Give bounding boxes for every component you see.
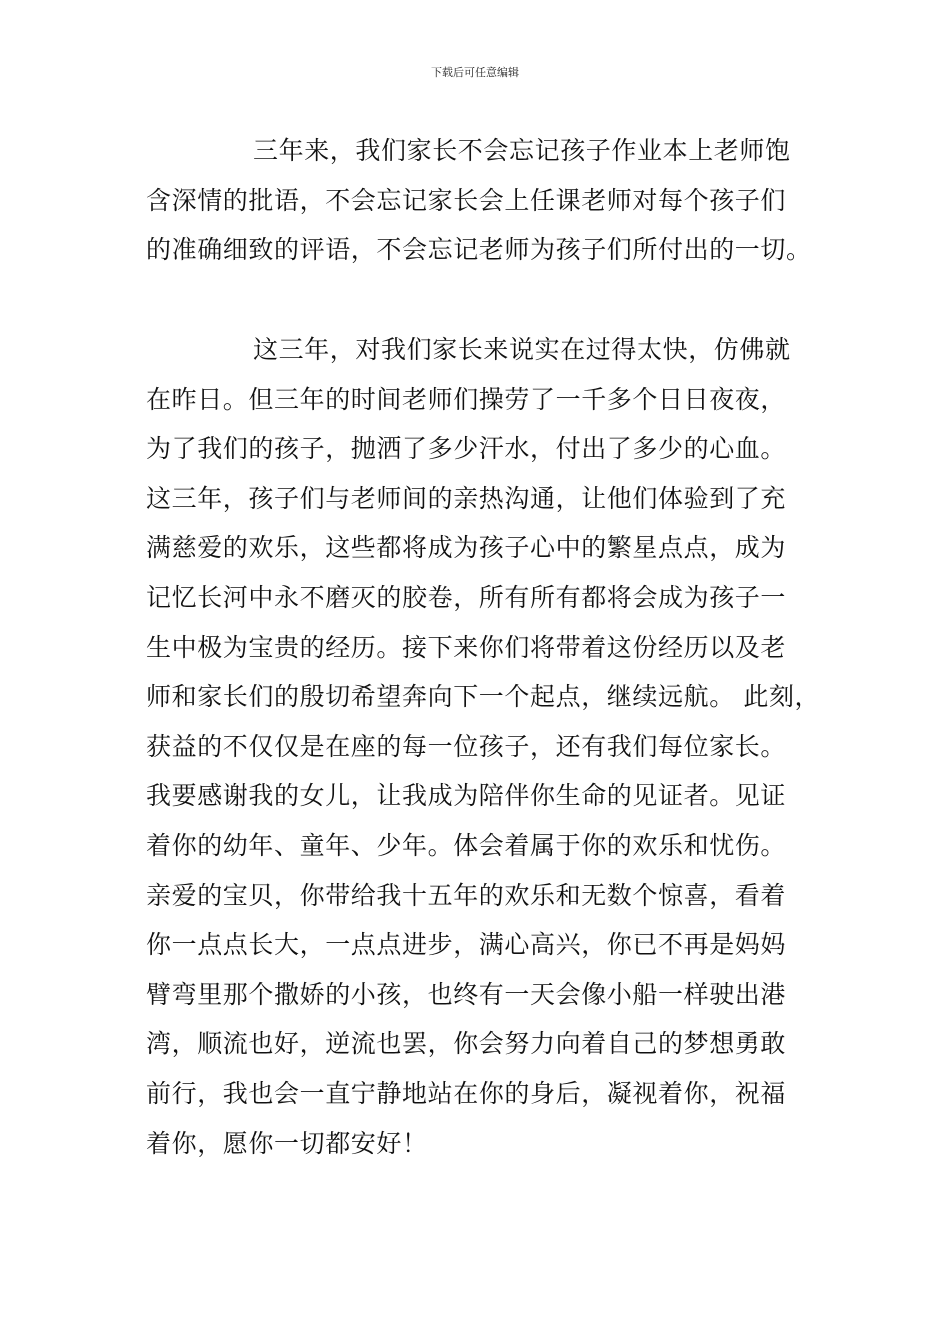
text-line: 我要感谢我的女儿，让我成为陪伴你生命的见证者。见证 bbox=[146, 781, 787, 811]
text-line: 在昨日。但三年的时间老师们操劳了一千多个日日夜夜， bbox=[146, 384, 787, 414]
text-line: 记忆长河中永不磨灭的胶卷，所有所有都将会成为孩子一 bbox=[146, 582, 787, 612]
text-line: 这三年，对我们家长来说实在过得太快，仿佛就 bbox=[253, 335, 791, 364]
text-line: 满慈爱的欢乐，这些都将成为孩子心中的繁星点点，成为 bbox=[146, 533, 787, 563]
text-line: 为了我们的孩子，抛洒了多少汗水，付出了多少的心血。 bbox=[146, 434, 787, 464]
text-line: 生中极为宝贵的经历。接下来你们将带着这份经历以及老 bbox=[146, 632, 787, 662]
paragraph-2 bbox=[146, 325, 830, 1168]
page-header-note: 下载后可任意编辑 bbox=[431, 66, 519, 79]
text-line: 前行，我也会一直宁静地站在你的身后，凝视着你，祝福 bbox=[146, 1078, 787, 1108]
text-line: 师和家长们的殷切希望奔向下一个起点，继续远航。 此刻， bbox=[146, 682, 821, 712]
text-line: 湾，顺流也好，逆流也罢，你会努力向着自己的梦想勇敢 bbox=[146, 1029, 787, 1059]
text-line: 臂弯里那个撒娇的小孩，也终有一天会像小船一样驶出港 bbox=[146, 979, 787, 1009]
text-line: 获益的不仅仅是在座的每一位孩子，还有我们每位家长。 bbox=[146, 731, 787, 761]
paragraph-1 bbox=[146, 126, 830, 275]
text-line: 三年来，我们家长不会忘记孩子作业本上老师饱 bbox=[253, 136, 791, 165]
text-line: 这三年，孩子们与老师间的亲热沟通，让他们体验到了充 bbox=[146, 483, 787, 513]
text-line: 含深情的批语，不会忘记家长会上任课老师对每个孩子们 bbox=[146, 185, 787, 215]
text-line: 的准确细致的评语，不会忘记老师为孩子们所付出的一切。 bbox=[146, 235, 812, 265]
text-line: 着你，愿你一切都安好！ bbox=[146, 1128, 428, 1158]
text-line: 你一点点长大，一点点进步，满心高兴，你已不再是妈妈 bbox=[146, 930, 787, 960]
text-line: 亲爱的宝贝，你带给我十五年的欢乐和无数个惊喜，看着 bbox=[146, 880, 787, 910]
text-line: 着你的幼年、童年、少年。体会着属于你的欢乐和忧伤。 bbox=[146, 830, 787, 860]
